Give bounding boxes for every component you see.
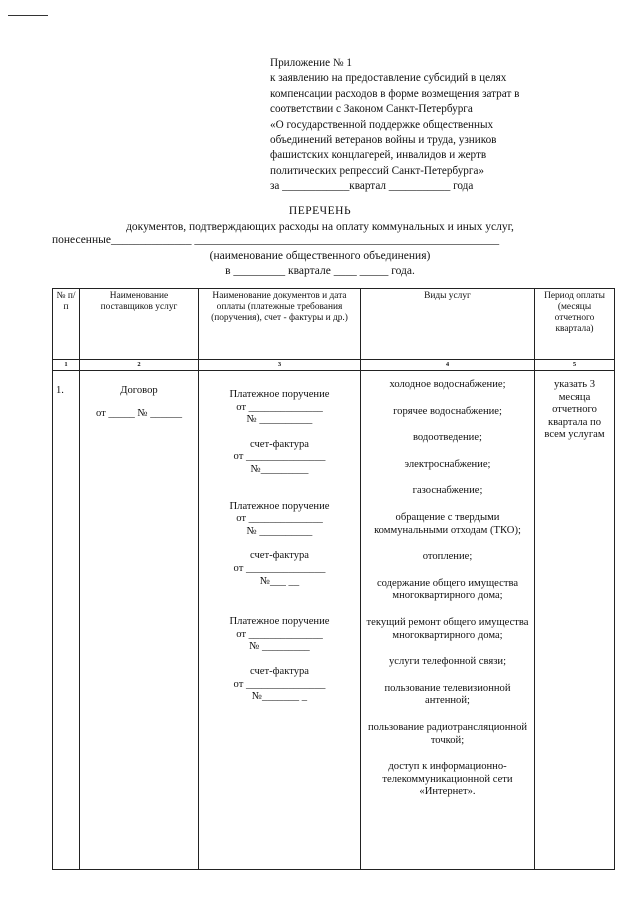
- service-item: горячее водоснабжение;: [393, 405, 502, 417]
- header-period: Период оплаты (месяцы отчетного квартала): [535, 289, 615, 360]
- document-label: Платежное поручение: [229, 616, 330, 628]
- document-title: ПЕРЕЧЕНЬ: [288, 205, 352, 217]
- document-label: счет-фактура: [249, 438, 310, 450]
- document-entry: [202, 616, 357, 654]
- service-item: газоснабжение;: [412, 485, 483, 497]
- contract-label: Договор: [120, 385, 158, 396]
- appendix-line: политических репрессий Санкт-Петербурга»: [270, 164, 485, 177]
- appendix-line: соответствии с Законом Санкт-Петербурга: [270, 103, 473, 116]
- document-number: №_________: [250, 463, 309, 475]
- document-entry: [202, 666, 357, 704]
- service-item: услуги телефонной связи;: [388, 656, 507, 668]
- appendix-line: «О государственной поддержке общественных: [270, 118, 494, 131]
- supplier-cell: [80, 371, 199, 870]
- document-label: счет-фактура: [249, 550, 310, 562]
- header-number: № п/п: [53, 289, 80, 360]
- service-item: доступ к информационно-телекоммуникационной сети «Интернет».: [382, 761, 513, 798]
- document-number: № _________: [249, 641, 310, 653]
- document-entry: [202, 501, 357, 539]
- table-header-row: [53, 289, 615, 360]
- column-number: 4: [361, 360, 535, 371]
- incurred-line: [52, 234, 499, 246]
- appendix-line: фашистских концлагерей, инвалидов и жертв: [270, 149, 487, 162]
- document-date: от ______________: [236, 401, 323, 413]
- appendix-line: к заявлению на предоставление субсидий в целях: [270, 72, 507, 85]
- document-number: № __________: [246, 414, 313, 426]
- appendix-line: за ____________квартал ___________ года: [270, 180, 474, 193]
- org-note: (наименование общественного объединения): [209, 250, 431, 262]
- incurred-blank: ______________ _____________________________________________________: [110, 234, 500, 246]
- column-number-row: [53, 360, 615, 371]
- document-date: от ______________: [236, 628, 323, 640]
- service-item: холодное водоснабжение;: [389, 379, 506, 390]
- quarter-line: в _________ квартале ____ _____ года.: [225, 265, 415, 277]
- appendix-line: объединений ветеранов войны и труда, узников: [270, 134, 497, 147]
- header-supplier: Наименование поставщиков услуг: [80, 289, 199, 360]
- table-row: [53, 371, 615, 870]
- service-item: обращение с твердыми коммунальными отходам (ТКО);: [374, 511, 521, 536]
- service-item: отопление;: [422, 551, 473, 563]
- service-item: пользование телевизионной антенной;: [384, 682, 511, 707]
- service-item: пользование радиотрансляционной точкой;: [367, 721, 528, 746]
- document-entry: [202, 439, 357, 477]
- document-number: №_______ _: [251, 691, 308, 703]
- document-label: Платежное поручение: [229, 500, 330, 512]
- service-item: электроснабжение;: [404, 458, 491, 470]
- column-number: 2: [80, 360, 199, 371]
- documents-table: [52, 288, 615, 870]
- document-entry: [202, 389, 357, 427]
- document-number: № __________: [246, 525, 313, 537]
- document-date: от ______________: [236, 513, 323, 525]
- period-cell: указать 3 месяца отчетного квартала по всем услугам: [535, 371, 615, 870]
- header-services: Виды услуг: [361, 289, 535, 360]
- documents-cell: [199, 371, 361, 870]
- document-subtitle: документов, подтверждающих расходы на оплату коммунальных и иных услуг,: [126, 221, 514, 233]
- row-number: 1.: [53, 371, 80, 870]
- appendix-line: компенсации расходов в форме возмещения затрат в: [270, 87, 520, 100]
- incurred-label: понесенные: [52, 234, 111, 246]
- document-date: от _______________: [233, 562, 326, 574]
- service-item: текущий ремонт общего имущества многоквартирного дома;: [366, 616, 529, 641]
- service-item: водоотведение;: [413, 432, 482, 444]
- column-number: 3: [199, 360, 361, 371]
- header-documents: Наименование документов и дата оплаты (платежные требования (поручения), счет - фактуры и др.): [199, 289, 361, 360]
- appendix-line: Приложение № 1: [270, 57, 352, 69]
- appendix-block: [270, 56, 600, 195]
- service-item: содержание общего имущества многоквартирного дома;: [376, 577, 519, 602]
- document-number: №___ __: [259, 575, 300, 587]
- column-number: 1: [53, 360, 80, 371]
- document-entry: [202, 550, 357, 588]
- corner-mark: [8, 15, 48, 16]
- services-cell: [361, 371, 535, 870]
- column-number: 5: [535, 360, 615, 371]
- document-date: от _______________: [233, 451, 326, 463]
- contract-detail: от _____ № ______: [95, 407, 183, 419]
- document-date: от _______________: [233, 678, 326, 690]
- document-label: счет-фактура: [249, 665, 310, 677]
- document-label: Платежное поручение: [229, 389, 330, 400]
